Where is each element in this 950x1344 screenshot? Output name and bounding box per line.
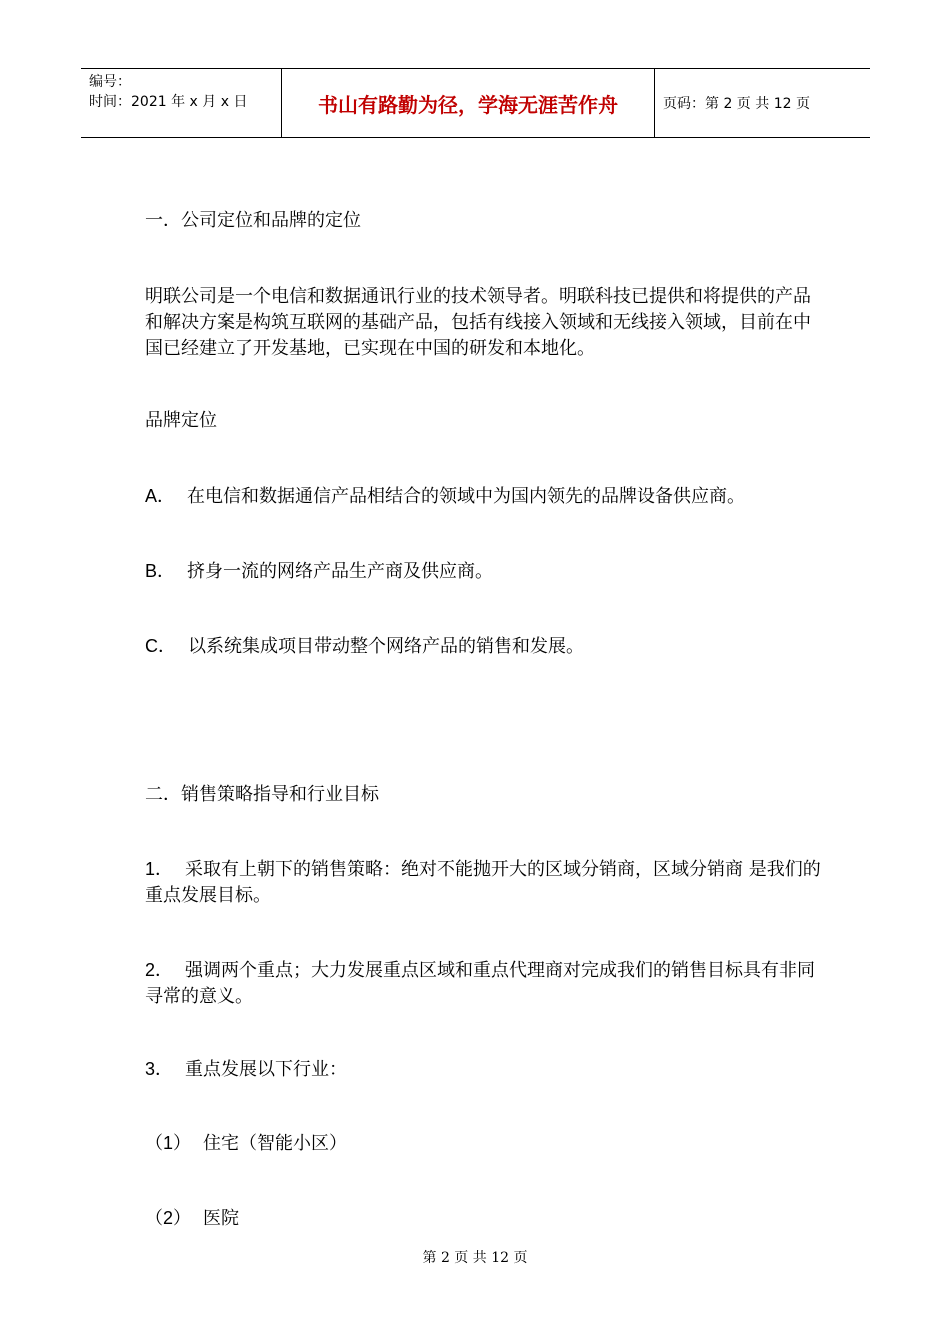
strategy-item-text: 强调两个重点；大力发展重点区域和重点代理商对完成我们的销售目标具有非同寻常的意义。 xyxy=(145,960,815,1007)
brand-title: 品牌定位 xyxy=(145,410,217,431)
strategy-item-text: 采取有上朝下的销售策略：绝对不能抛开大的区域分销商，区域分销商 是我们的重点发展目标。 xyxy=(145,859,821,906)
number-label: 编号： xyxy=(89,74,131,90)
strategy-item-marker: 1． xyxy=(145,859,174,879)
strategy-item-1 xyxy=(145,856,825,909)
industry-item-marker: （2） xyxy=(145,1208,192,1228)
intro-paragraph: 明联公司是一个电信和数据通讯行业的技术领导者。明联科技已提供和将提供的产品和解决方案是构筑互联网的基础产品，包括有线接入领域和无线接入领域，目前在中国已经建立了开发基地，已实现在中国的研发和本地化。 xyxy=(145,286,811,359)
brand-item-c xyxy=(145,633,825,660)
strategy-item-text: 重点发展以下行业： xyxy=(185,1059,347,1080)
brand-item-b xyxy=(145,558,825,585)
page-footer: 第 2 页 共 12 页 xyxy=(422,1250,528,1266)
strategy-item-3 xyxy=(145,1056,825,1083)
time-label: 时间：2021 年 x 月 x 日 xyxy=(89,94,248,110)
section2-title: 二．销售策略指导和行业目标 xyxy=(145,784,379,805)
industry-item-text: 医院 xyxy=(203,1208,239,1229)
header-left-cell xyxy=(81,69,281,137)
brand-item-marker: C． xyxy=(145,636,176,656)
industry-item-marker: （1） xyxy=(145,1133,192,1153)
industry-item-1 xyxy=(145,1130,825,1157)
brand-item-a xyxy=(145,483,825,510)
header-table xyxy=(81,68,870,138)
brand-item-marker: B． xyxy=(145,561,176,581)
strategy-item-marker: 2． xyxy=(145,960,174,980)
brand-item-text: 在电信和数据通信产品相结合的领域中为国内领先的品牌设备供应商。 xyxy=(187,486,745,507)
brand-item-text: 挤身一流的网络产品生产商及供应商。 xyxy=(187,561,493,582)
brand-item-marker: A． xyxy=(145,486,176,506)
strategy-item-marker: 3． xyxy=(145,1059,174,1079)
brand-item-text: 以系统集成项目带动整个网络产品的销售和发展。 xyxy=(188,636,584,657)
header-motto: 书山有路勤为径，学海无涯苦作舟 xyxy=(281,69,655,137)
strategy-item-2 xyxy=(145,957,825,1010)
header-page-info: 页码：第 2 页 共 12 页 xyxy=(663,96,810,112)
industry-item-2 xyxy=(145,1205,825,1232)
industry-item-text: 住宅（智能小区） xyxy=(203,1133,347,1154)
section1-title: 一．公司定位和品牌的定位 xyxy=(145,210,361,231)
